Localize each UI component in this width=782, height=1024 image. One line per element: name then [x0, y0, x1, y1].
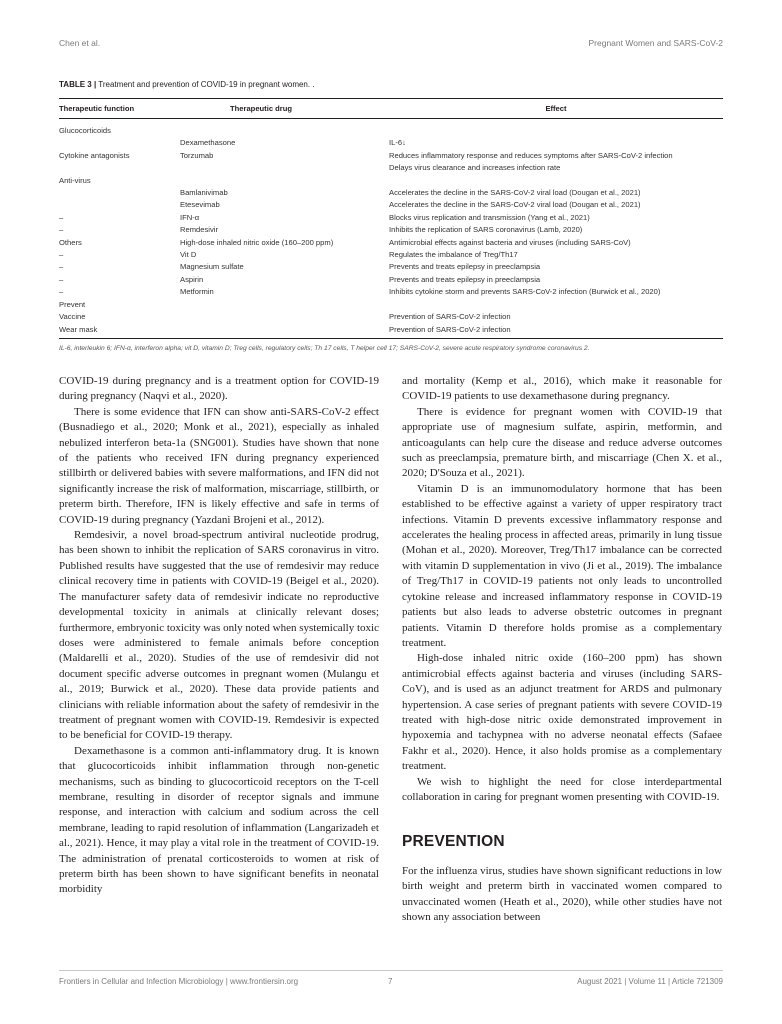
treatment-table	[59, 98, 723, 339]
drug-cell: Etesevimab	[180, 200, 220, 210]
function-cell: Others	[59, 237, 82, 247]
drug-cell: Metformin	[180, 287, 214, 297]
column-header: Therapeutic function	[59, 99, 180, 119]
drug-cell: Torzumab	[180, 150, 214, 160]
function-cell: Cytokine antagonists	[59, 150, 130, 160]
drug-cell: IFN-α	[180, 212, 200, 222]
function-cell: –	[59, 212, 64, 222]
effect-cell: Prevents and treats epilepsy in preeclampsia	[389, 274, 541, 284]
table-footnote: IL-6, interleukin 6; IFN-α, interferon alpha; vit D, vitamin D; Treg cells, regulatory cells; Th 17 cells, T helper cell 17; SARS-CoV-2, severe acute respiratory syndrome coronavirus 2.	[59, 345, 590, 352]
effect-cell: Antimicrobial effects against bacteria and viruses (including SARS-CoV)	[389, 237, 631, 247]
function-cell: –	[59, 262, 64, 272]
column-header: Effect	[389, 99, 723, 119]
table-row	[59, 224, 723, 236]
function-cell: –	[59, 225, 64, 235]
table-row	[59, 261, 723, 273]
table-row	[59, 119, 723, 138]
paragraph: There is some evidence that IFN can show anti-SARS-CoV-2 effect (Busnadiego et al., 2020; Monk et al., 2021), especially as inhaled nebulized interferon beta-1a (SNG001). Studies have shown that none of the patients who received IFN during pregnancy experienced stillbirth or delivered babies with severe malformations, and IFN did not significantly increase the risk of malformation, miscarriage, stillbirth, or preterm birth. Therefore, IFN is likely effective and safe in terms of COVID-19 during pregnancy (Yazdani Brojeni et al., 2012).	[59, 405, 379, 526]
section-heading: PREVENTION	[402, 833, 505, 851]
paragraph: For the influenza virus, studies have shown significant reductions in low birth weight and preterm birth in vaccinated women compared to unvaccinated women (Heath et al., 2020), while other studies have not shown any association between	[402, 864, 722, 923]
paragraph: High-dose inhaled nitric oxide (160–200 ppm) has shown antimicrobial effects against bacteria and viruses (including SARS-CoV), and is used as an adjunct treatment for ARDS and pulmonary hypertension. A case series of pregnant patients with severe COVID-19 treated with high-dose nitric oxide demonstrated improvement in hypoxemia and tachypnea with no adverse neonatal effects (Safaee Fakhr et al., 2020). Hence, it also holds promise as a complementary treatment.	[402, 652, 722, 773]
drug-cell	[180, 119, 389, 138]
paragraph: We wish to highlight the need for close interdepartmental collaboration in caring for pregnant women presenting with COVID-19.	[402, 775, 722, 803]
table-row	[59, 137, 723, 149]
paragraph: COVID-19 during pregnancy and is a treatment option for COVID-19 during pregnancy (Naqvi et al., 2020).	[59, 375, 379, 403]
running-header-title: Pregnant Women and SARS-CoV-2	[588, 38, 723, 48]
function-cell: –	[59, 287, 64, 297]
table-row	[59, 299, 723, 311]
body-column-left	[59, 374, 379, 898]
table-row	[59, 249, 723, 261]
function-cell	[59, 137, 180, 149]
table-row	[59, 237, 723, 249]
function-cell	[59, 199, 180, 211]
running-header-authors: Chen et al.	[59, 38, 101, 48]
effect-cell: Prevents and treats epilepsy in preeclampsia	[389, 262, 541, 272]
effect-cell: Accelerates the decline in the SARS-CoV-2 viral load (Dougan et al., 2021)	[389, 200, 641, 210]
drug-cell: Vit D	[180, 250, 197, 260]
function-cell	[59, 187, 180, 199]
column-header: Therapeutic drug	[180, 99, 389, 119]
body-column-right	[402, 374, 722, 925]
effect-cell: Prevention of SARS-CoV-2 infection	[389, 312, 511, 322]
function-cell: Glucocorticoids	[59, 126, 111, 135]
effect-cell: Reduces inflammatory response and reduces symptoms after SARS-CoV-2 infection	[389, 150, 673, 160]
table-header-row	[59, 99, 723, 119]
function-cell: Anti-virus	[59, 175, 91, 185]
paragraph: Vitamin D is an immunomodulatory hormone that has been established to be effective against a variety of upper respiratory tract infections. Vitamin D prevents excessive inflammatory response and accelerates the healing process in affected areas, primarily in lung tissue (Mohan et al., 2020). Moreover, Treg/Th17 imbalance can be corrected with vitamin D supplementation in vivo (Ji et al., 2019). The imbalance of Treg/Th17 in COVID-19 patients not only leads to uncontrolled cytokine release and increased inflammatory response in COVID-19 patients but also leads to adverse obstetric outcomes in pregnant patients. Vitamin D therefore holds promise as a complementary treatment.	[402, 482, 722, 649]
drug-cell: High-dose inhaled nitric oxide (160–200 ppm)	[180, 237, 334, 247]
effect-cell: Delays virus clearance and increases infection rate	[389, 163, 561, 173]
table-row	[59, 212, 723, 224]
effect-cell: IL-6↓	[389, 138, 406, 148]
drug-cell	[180, 311, 389, 323]
page-number: 7	[388, 977, 393, 986]
drug-cell: Remdesivir	[180, 225, 218, 235]
effect-cell	[389, 119, 723, 138]
table-caption-text: Treatment and prevention of COVID-19 in pregnant women. .	[98, 80, 315, 89]
effect-cell: Prevention of SARS-CoV-2 infection	[389, 324, 723, 339]
paragraph: There is evidence for pregnant women with COVID-19 that appropriate use of magnesium sulfate, aspirin, metformin, and anticoagulants can help cure the disease and reduce adverse outcomes such as preeclampsia, premature birth, and miscarriage (Chen X. et al., 2020; D'Souza et al., 2021).	[402, 405, 722, 480]
table-row	[59, 324, 723, 339]
table-row	[59, 199, 723, 211]
table-row	[59, 311, 723, 323]
table-row	[59, 274, 723, 286]
function-cell: Prevent	[59, 299, 86, 309]
paragraph: Remdesivir, a novel broad-spectrum antiviral nucleotide prodrug, has been shown to inhibit the replication of SARS coronavirus in vitro. Published results have suggested that the use of remdesivir may reduce clinical recovery time in patients with COVID-19 (Beigel et al., 2020). The manufacturer safety data of remdesivir indicate no reproductive developmental toxicity in animals at clinically relevant doses; furthermore, embryonic toxicity was only noted when systemically toxic doses were administered to female animals before conception (Maldarelli et al., 2020). Studies of the use of remdesivir did not document specific adverse outcomes in pregnant women (Mulangu et al., 2019; Burwick et al., 2020). These data provide patients and clinicians with reliable information about the safety of remdesivir in the treatment of pregnant women with COVID-19. Remdesivir is expected to be beneficial for COVID-19 therapy.	[59, 529, 379, 742]
drug-cell	[180, 324, 389, 339]
effect-cell: Blocks virus replication and transmission (Yang et al., 2021)	[389, 212, 590, 222]
table-row	[59, 187, 723, 199]
effect-cell: Accelerates the decline in the SARS-CoV-2 viral load (Dougan et al., 2021)	[389, 188, 641, 198]
paragraph: Dexamethasone is a common anti-inflammatory drug. It is known that glucocorticoids inhibit inflammation through non-genetic mechanisms, such as binding to glucocorticoid receptors on the T-cell membrane, resulting in disorder of receptor signals and immune response, and interaction with calcium and sodium across the cell membrane, leading to rapid resolution of inflammation (Langarizadeh et al., 2021). Hence, it may play a vital role in the treatment of COVID-19. The administration of prenatal corticosteroids to women at risk of preterm birth has been shown to have significant benefits in neonatal morbidity	[59, 744, 379, 896]
drug-cell: Aspirin	[180, 274, 204, 284]
drug-cell	[180, 162, 389, 174]
drug-cell: Magnesium sulfate	[180, 262, 244, 272]
drug-cell: Dexamethasone	[180, 138, 236, 148]
function-cell: –	[59, 274, 64, 284]
effect-cell: Regulates the imbalance of Treg/Th17	[389, 250, 518, 260]
footer-issue: August 2021 | Volume 11 | Article 721309	[577, 977, 723, 986]
drug-cell	[180, 299, 389, 311]
table-row	[59, 175, 723, 187]
table-label: TABLE 3 |	[59, 80, 97, 89]
table-row	[59, 150, 723, 162]
footer-rule	[59, 970, 723, 971]
table-caption	[59, 80, 315, 89]
effect-cell: Inhibits the replication of SARS coronavirus (Lamb, 2020)	[389, 225, 583, 235]
function-cell: –	[59, 250, 64, 260]
drug-cell: Bamlanivimab	[180, 188, 228, 198]
effect-cell	[389, 299, 723, 311]
table-row	[59, 162, 723, 174]
effect-cell	[389, 175, 723, 187]
effect-cell: Inhibits cytokine storm and prevents SARS-CoV-2 infection (Burwick et al., 2020)	[389, 287, 661, 297]
drug-cell	[180, 175, 389, 187]
function-cell	[59, 162, 180, 174]
function-cell: Vaccine	[59, 312, 86, 322]
paragraph: and mortality (Kemp et al., 2016), which make it reasonable for COVID-19 patients to use dexamethasone during pregnancy.	[402, 375, 722, 403]
table-row	[59, 286, 723, 298]
function-cell: Wear mask	[59, 324, 180, 339]
footer-journal: Frontiers in Cellular and Infection Microbiology | www.frontiersin.org	[59, 977, 299, 986]
